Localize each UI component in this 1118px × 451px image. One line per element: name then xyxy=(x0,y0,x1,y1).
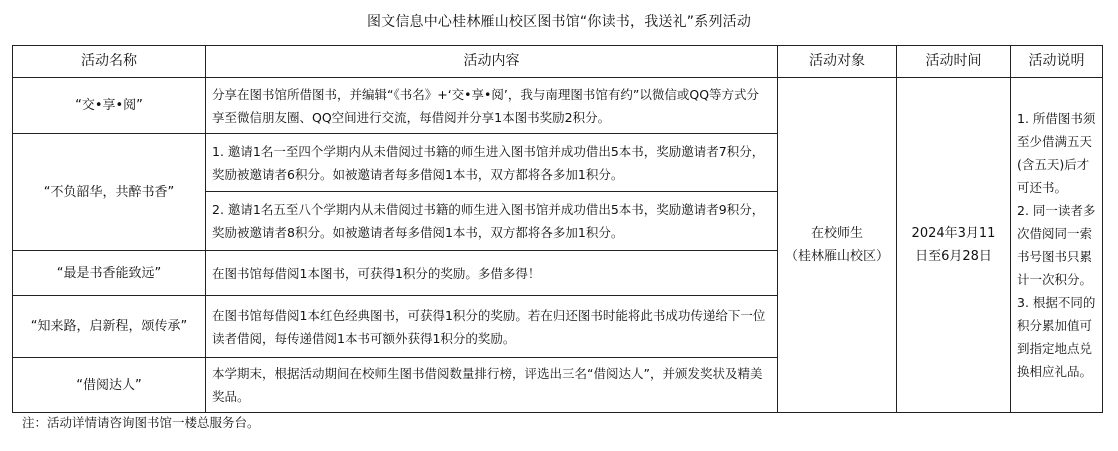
table-row xyxy=(13,78,1103,134)
activity-content-cell: 1. 邀请1名一至四个学期内从未借阅过书籍的师生进入图书馆并成功借出5本书，奖励邀请者7积分，奖励被邀请者6积分。如被邀请者每多借阅1本书，双方都将各多加1积分。 xyxy=(206,134,778,192)
activity-content-cell: 在图书馆每借阅1本红色经典图书，可获得1积分的奖励。若在归还图书时能将此书成功传递给下一位读者借阅，每传递借阅1本书可额外获得1积分的奖励。 xyxy=(206,296,778,358)
activity-content-cell: 2. 邀请1名五至八个学期内从未借阅过书籍的师生进入图书馆并成功借出5本书，奖励邀请者9积分，奖励被邀请者8积分。如被邀请者每多借阅1本书，双方都将各多加1积分。 xyxy=(206,192,778,251)
activity-name-cell: “交•享•阅” xyxy=(13,78,206,134)
header-activity-audience: 活动对象 xyxy=(778,46,897,78)
header-activity-time: 活动时间 xyxy=(897,46,1011,78)
activity-table xyxy=(12,45,1103,413)
activity-content-cell: 在图书馆每借阅1本图书，可获得1积分的奖励。多借多得！ xyxy=(206,251,778,296)
activity-audience-cell: 在校师生 （桂林雁山校区） xyxy=(778,78,897,413)
activity-time-cell: 2024年3月11 日至6月28日 xyxy=(897,78,1011,413)
table-header-row xyxy=(13,46,1103,78)
header-activity-name: 活动名称 xyxy=(13,46,206,78)
activity-name-cell: “不负韶华，共醉书香” xyxy=(13,134,206,251)
activity-content-cell: 本学期末，根据活动期间在校师生图书借阅数量排行榜，评选出三名“借阅达人”，并颁发奖状及精美奖品。 xyxy=(206,358,778,413)
header-activity-note: 活动说明 xyxy=(1011,46,1103,78)
header-activity-content: 活动内容 xyxy=(206,46,778,78)
activity-name-cell: “知来路，启新程，颂传承” xyxy=(13,296,206,358)
footnote: 注：活动详情请咨询图书馆一楼总服务台。 xyxy=(22,415,260,430)
activity-name-cell: “最是书香能致远” xyxy=(13,251,206,296)
activity-note-cell: 1. 所借图书须至少借满五天(含五天)后才可还书。 2. 同一读者多次借阅同一索书号图书只累计一次积分。 3. 根据不同的积分累加值可到指定地点兑换相应礼品。 xyxy=(1011,78,1103,413)
page-title: 图文信息中心桂林雁山校区图书馆“你读书，我送礼”系列活动 xyxy=(366,14,752,30)
activity-name-cell: “借阅达人” xyxy=(13,358,206,413)
activity-content-cell: 分享在图书馆所借图书，并编辑“《书名》+‘交•享•阅’，我与南理图书馆有约”以微信或QQ等方式分享至微信朋友圈、QQ空间进行交流，每借阅并分享1本图书奖励2积分。 xyxy=(206,78,778,134)
